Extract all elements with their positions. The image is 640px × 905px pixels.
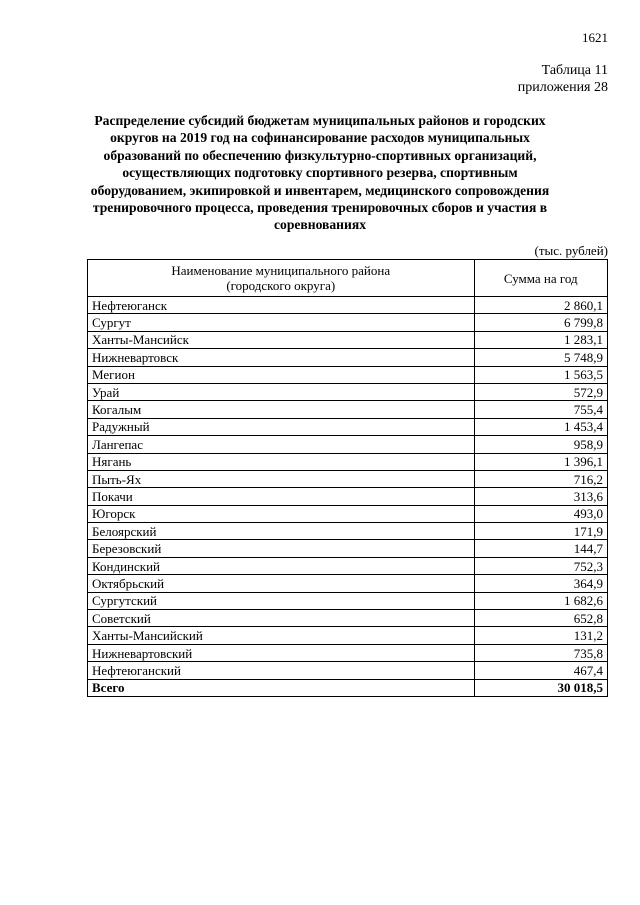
table-row xyxy=(88,453,608,470)
page-number: 1621 xyxy=(582,30,608,45)
row-sum: 2 860,1 xyxy=(474,297,608,314)
table-row xyxy=(88,523,608,540)
table-row xyxy=(88,505,608,522)
table-row xyxy=(88,575,608,592)
table-header-row xyxy=(88,260,608,297)
row-name: Сургут xyxy=(88,314,475,331)
total-row xyxy=(88,679,608,696)
row-name: Пыть-Ях xyxy=(88,470,475,487)
row-sum: 144,7 xyxy=(474,540,608,557)
row-name: Нягань xyxy=(88,453,475,470)
table-row xyxy=(88,644,608,661)
row-sum: 1 283,1 xyxy=(474,331,608,348)
table-row xyxy=(88,470,608,487)
table-row xyxy=(88,418,608,435)
row-sum: 652,8 xyxy=(474,610,608,627)
row-name: Белоярский xyxy=(88,523,475,540)
table-row xyxy=(88,366,608,383)
table-row xyxy=(88,610,608,627)
table-row xyxy=(88,349,608,366)
total-label: Всего xyxy=(88,679,475,696)
table-reference-line2: приложения 28 xyxy=(517,80,608,95)
row-sum: 364,9 xyxy=(474,575,608,592)
header-sum: Сумма на год xyxy=(474,260,608,297)
row-sum: 467,4 xyxy=(474,662,608,679)
table-row xyxy=(88,297,608,314)
row-sum: 572,9 xyxy=(474,383,608,400)
total-sum: 30 018,5 xyxy=(474,679,608,696)
subsidy-table xyxy=(87,259,608,697)
table-row xyxy=(88,592,608,609)
header-name-line1: Наименование муниципального района xyxy=(171,263,391,278)
row-sum: 735,8 xyxy=(474,644,608,661)
row-name: Радужный xyxy=(88,418,475,435)
row-name: Урай xyxy=(88,383,475,400)
table-reference-line1: Таблица 11 xyxy=(541,63,608,78)
table-row xyxy=(88,401,608,418)
table-row xyxy=(88,627,608,644)
row-sum: 493,0 xyxy=(474,505,608,522)
row-sum: 6 799,8 xyxy=(474,314,608,331)
row-sum: 131,2 xyxy=(474,627,608,644)
table-row xyxy=(88,662,608,679)
table-row xyxy=(88,331,608,348)
table-row xyxy=(88,488,608,505)
document-title: Распределение субсидий бюджетам муниципальных районов и городских округов на 2019 год на софинансирование расходов муниципальных образований по обеспечению физкультурно-спортивных организаций, осуществляющих подготовку спортивного резерва, спортивным оборудованием, экипировкой и инвентарем, медицинского сопровождения тренировочного процесса, проведения тренировочных сборов и участия в соревнованиях xyxy=(90,113,550,233)
table-row xyxy=(88,314,608,331)
row-name: Когалым xyxy=(88,401,475,418)
row-name: Сургутский xyxy=(88,592,475,609)
row-sum: 755,4 xyxy=(474,401,608,418)
row-sum: 1 396,1 xyxy=(474,453,608,470)
row-name: Нефтеюганский xyxy=(88,662,475,679)
table-row xyxy=(88,557,608,574)
row-name: Нижневартовск xyxy=(88,349,475,366)
row-name: Советский xyxy=(88,610,475,627)
row-sum: 958,9 xyxy=(474,436,608,453)
row-sum: 716,2 xyxy=(474,470,608,487)
table-row xyxy=(88,436,608,453)
row-name: Ханты-Мансийский xyxy=(88,627,475,644)
row-name: Югорск xyxy=(88,505,475,522)
header-name xyxy=(88,260,475,297)
row-name: Октябрьский xyxy=(88,575,475,592)
row-name: Ханты-Мансийск xyxy=(88,331,475,348)
table-row xyxy=(88,383,608,400)
row-name: Лангепас xyxy=(88,436,475,453)
row-name: Покачи xyxy=(88,488,475,505)
row-name: Кондинский xyxy=(88,557,475,574)
row-name: Нефтеюганск xyxy=(88,297,475,314)
units-note: (тыс. рублей) xyxy=(534,243,608,258)
table-reference xyxy=(518,62,608,96)
row-name: Мегион xyxy=(88,366,475,383)
row-name: Нижневартовский xyxy=(88,644,475,661)
row-sum: 1 563,5 xyxy=(474,366,608,383)
header-name-line2: (городского округа) xyxy=(226,278,336,293)
row-sum: 5 748,9 xyxy=(474,349,608,366)
table-row xyxy=(88,540,608,557)
row-sum: 1 453,4 xyxy=(474,418,608,435)
row-sum: 1 682,6 xyxy=(474,592,608,609)
row-name: Березовский xyxy=(88,540,475,557)
row-sum: 171,9 xyxy=(474,523,608,540)
row-sum: 752,3 xyxy=(474,557,608,574)
row-sum: 313,6 xyxy=(474,488,608,505)
